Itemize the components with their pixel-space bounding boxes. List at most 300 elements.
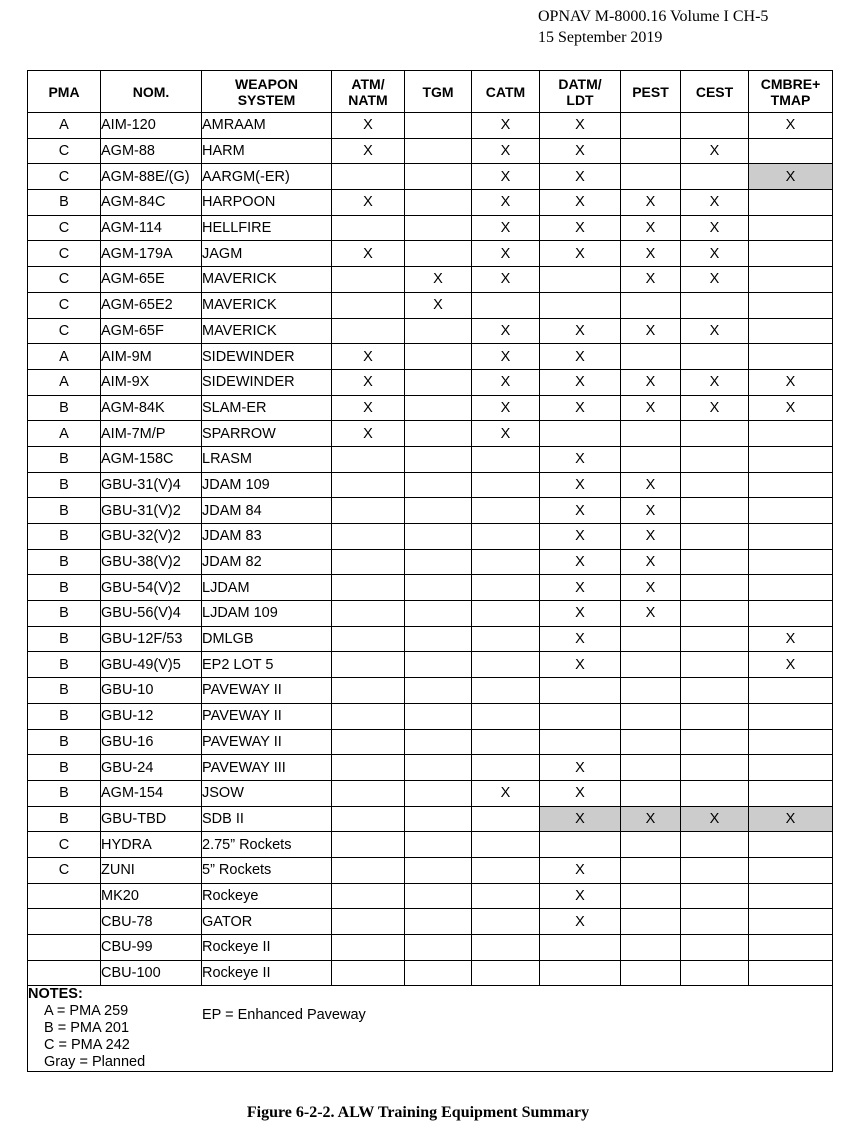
cell-atm-natm-mark bbox=[332, 780, 405, 806]
document-id: OPNAV M-8000.16 Volume I CH-5 bbox=[538, 8, 769, 25]
column-header-catm: CATM bbox=[472, 71, 540, 113]
cell-datm-ldt-mark: X bbox=[540, 883, 621, 909]
cell-pma bbox=[28, 883, 101, 909]
cell-cmbre-tmap-mark bbox=[749, 960, 833, 986]
cell-weapon-system: AARGM(-ER) bbox=[202, 164, 332, 190]
cell-weapon-system: AMRAAM bbox=[202, 113, 332, 139]
cell-pma: B bbox=[28, 626, 101, 652]
cell-tgm-mark bbox=[405, 703, 472, 729]
cell-catm-mark bbox=[472, 292, 540, 318]
cell-tgm-mark: X bbox=[405, 292, 472, 318]
cell-cmbre-tmap-mark bbox=[749, 575, 833, 601]
cell-pest-mark bbox=[621, 780, 681, 806]
cell-atm-natm-mark bbox=[332, 678, 405, 704]
cell-tgm-mark bbox=[405, 549, 472, 575]
cell-atm-natm-mark bbox=[332, 703, 405, 729]
cell-cmbre-tmap-mark: X bbox=[749, 164, 833, 190]
cell-nomenclature: AGM-154 bbox=[101, 780, 202, 806]
cell-cmbre-tmap-mark bbox=[749, 318, 833, 344]
cell-pest-mark: X bbox=[621, 498, 681, 524]
cell-cest-mark: X bbox=[681, 138, 749, 164]
cell-tgm-mark bbox=[405, 601, 472, 627]
cell-tgm-mark bbox=[405, 113, 472, 139]
cell-catm-mark: X bbox=[472, 113, 540, 139]
cell-tgm-mark bbox=[405, 652, 472, 678]
figure-caption: Figure 6-2-2. ALW Training Equipment Summary bbox=[246, 1104, 590, 1121]
pma-legend bbox=[28, 1003, 832, 1071]
cell-cest-mark bbox=[681, 909, 749, 935]
cell-atm-natm-mark bbox=[332, 729, 405, 755]
cell-pma: B bbox=[28, 780, 101, 806]
cell-pma: C bbox=[28, 138, 101, 164]
cell-cest-mark bbox=[681, 678, 749, 704]
cell-pma: C bbox=[28, 215, 101, 241]
cell-cest-mark: X bbox=[681, 318, 749, 344]
cell-datm-ldt-mark bbox=[540, 703, 621, 729]
cell-tgm-mark: X bbox=[405, 267, 472, 293]
cell-tgm-mark bbox=[405, 857, 472, 883]
cell-nomenclature: AIM-120 bbox=[101, 113, 202, 139]
cell-tgm-mark bbox=[405, 575, 472, 601]
table-row bbox=[28, 138, 833, 164]
cell-atm-natm-mark bbox=[332, 960, 405, 986]
cell-weapon-system: SPARROW bbox=[202, 421, 332, 447]
cell-cmbre-tmap-mark bbox=[749, 909, 833, 935]
cell-tgm-mark bbox=[405, 883, 472, 909]
cell-atm-natm-mark: X bbox=[332, 241, 405, 267]
cell-catm-mark: X bbox=[472, 780, 540, 806]
cell-pma: A bbox=[28, 369, 101, 395]
column-header-nom: NOM. bbox=[101, 71, 202, 113]
cell-atm-natm-mark bbox=[332, 446, 405, 472]
cell-atm-natm-mark bbox=[332, 755, 405, 781]
cell-atm-natm-mark: X bbox=[332, 190, 405, 216]
cell-pest-mark: X bbox=[621, 575, 681, 601]
cell-catm-mark bbox=[472, 575, 540, 601]
notes-cell bbox=[28, 986, 833, 1072]
cell-cmbre-tmap-mark bbox=[749, 678, 833, 704]
cell-tgm-mark bbox=[405, 832, 472, 858]
cell-pma: C bbox=[28, 857, 101, 883]
cell-pma: B bbox=[28, 755, 101, 781]
cell-atm-natm-mark bbox=[332, 909, 405, 935]
cell-cest-mark bbox=[681, 626, 749, 652]
cell-catm-mark bbox=[472, 549, 540, 575]
cell-pest-mark bbox=[621, 755, 681, 781]
table-row bbox=[28, 703, 833, 729]
cell-atm-natm-mark bbox=[332, 935, 405, 961]
cell-tgm-mark bbox=[405, 190, 472, 216]
table-row bbox=[28, 909, 833, 935]
cell-nomenclature: HYDRA bbox=[101, 832, 202, 858]
cell-nomenclature: GBU-12F/53 bbox=[101, 626, 202, 652]
table-row bbox=[28, 549, 833, 575]
cell-tgm-mark bbox=[405, 935, 472, 961]
cell-tgm-mark bbox=[405, 780, 472, 806]
cell-nomenclature: GBU-54(V)2 bbox=[101, 575, 202, 601]
cell-weapon-system: GATOR bbox=[202, 909, 332, 935]
cell-nomenclature: CBU-100 bbox=[101, 960, 202, 986]
table-row bbox=[28, 190, 833, 216]
cell-cest-mark bbox=[681, 292, 749, 318]
cell-cmbre-tmap-mark bbox=[749, 755, 833, 781]
cell-datm-ldt-mark: X bbox=[540, 652, 621, 678]
cell-nomenclature: AGM-179A bbox=[101, 241, 202, 267]
cell-weapon-system: JDAM 109 bbox=[202, 472, 332, 498]
cell-nomenclature: MK20 bbox=[101, 883, 202, 909]
cell-cest-mark bbox=[681, 446, 749, 472]
table-row bbox=[28, 164, 833, 190]
column-header-datm-ldt: DATM/ LDT bbox=[540, 71, 621, 113]
cell-weapon-system: SIDEWINDER bbox=[202, 369, 332, 395]
cell-weapon-system: HARPOON bbox=[202, 190, 332, 216]
cell-nomenclature: AIM-7M/P bbox=[101, 421, 202, 447]
column-header-cest: CEST bbox=[681, 71, 749, 113]
cell-cmbre-tmap-mark bbox=[749, 421, 833, 447]
column-header-weapon-system: WEAPON SYSTEM bbox=[202, 71, 332, 113]
cell-datm-ldt-mark: X bbox=[540, 575, 621, 601]
cell-datm-ldt-mark: X bbox=[540, 113, 621, 139]
cell-pest-mark: X bbox=[621, 549, 681, 575]
cell-atm-natm-mark bbox=[332, 164, 405, 190]
cell-tgm-mark bbox=[405, 164, 472, 190]
cell-weapon-system: 2.75” Rockets bbox=[202, 832, 332, 858]
cell-nomenclature: GBU-12 bbox=[101, 703, 202, 729]
cell-cest-mark: X bbox=[681, 267, 749, 293]
cell-pest-mark bbox=[621, 626, 681, 652]
cell-datm-ldt-mark bbox=[540, 292, 621, 318]
cell-nomenclature: CBU-78 bbox=[101, 909, 202, 935]
cell-cest-mark bbox=[681, 703, 749, 729]
cell-datm-ldt-mark: X bbox=[540, 909, 621, 935]
table-row bbox=[28, 472, 833, 498]
cell-weapon-system: LJDAM 109 bbox=[202, 601, 332, 627]
cell-pest-mark: X bbox=[621, 241, 681, 267]
cell-datm-ldt-mark bbox=[540, 267, 621, 293]
cell-weapon-system: MAVERICK bbox=[202, 318, 332, 344]
cell-weapon-system: PAVEWAY III bbox=[202, 755, 332, 781]
cell-pma: B bbox=[28, 729, 101, 755]
cell-nomenclature: AGM-88E/(G) bbox=[101, 164, 202, 190]
cell-nomenclature: GBU-10 bbox=[101, 678, 202, 704]
cell-weapon-system: MAVERICK bbox=[202, 292, 332, 318]
cell-cest-mark bbox=[681, 883, 749, 909]
table-row bbox=[28, 446, 833, 472]
cell-pest-mark: X bbox=[621, 369, 681, 395]
cell-catm-mark bbox=[472, 729, 540, 755]
table-row bbox=[28, 857, 833, 883]
cell-pma: B bbox=[28, 678, 101, 704]
cell-pest-mark bbox=[621, 909, 681, 935]
cell-cmbre-tmap-mark bbox=[749, 729, 833, 755]
cell-nomenclature: GBU-16 bbox=[101, 729, 202, 755]
cell-weapon-system: JAGM bbox=[202, 241, 332, 267]
cell-cest-mark bbox=[681, 524, 749, 550]
cell-pest-mark bbox=[621, 138, 681, 164]
cell-nomenclature: GBU-32(V)2 bbox=[101, 524, 202, 550]
cell-cest-mark: X bbox=[681, 806, 749, 832]
cell-weapon-system: HELLFIRE bbox=[202, 215, 332, 241]
cell-pma: B bbox=[28, 703, 101, 729]
cell-datm-ldt-mark bbox=[540, 729, 621, 755]
cell-catm-mark bbox=[472, 601, 540, 627]
table-row bbox=[28, 292, 833, 318]
cell-nomenclature: AGM-114 bbox=[101, 215, 202, 241]
cell-nomenclature: GBU-TBD bbox=[101, 806, 202, 832]
cell-catm-mark bbox=[472, 883, 540, 909]
cell-datm-ldt-mark: X bbox=[540, 215, 621, 241]
cell-catm-mark: X bbox=[472, 421, 540, 447]
cell-pma: C bbox=[28, 267, 101, 293]
cell-weapon-system: PAVEWAY II bbox=[202, 729, 332, 755]
cell-pest-mark bbox=[621, 292, 681, 318]
column-header-cmbre-tmap: CMBRE+ TMAP bbox=[749, 71, 833, 113]
cell-pma: B bbox=[28, 652, 101, 678]
table-row bbox=[28, 575, 833, 601]
table-row bbox=[28, 421, 833, 447]
cell-weapon-system: Rockeye II bbox=[202, 960, 332, 986]
cell-pma: B bbox=[28, 190, 101, 216]
cell-atm-natm-mark bbox=[332, 575, 405, 601]
cell-nomenclature: GBU-31(V)4 bbox=[101, 472, 202, 498]
cell-atm-natm-mark bbox=[332, 883, 405, 909]
cell-atm-natm-mark bbox=[332, 832, 405, 858]
cell-cest-mark bbox=[681, 575, 749, 601]
cell-pma: B bbox=[28, 498, 101, 524]
cell-atm-natm-mark bbox=[332, 472, 405, 498]
cell-datm-ldt-mark: X bbox=[540, 524, 621, 550]
cell-nomenclature: GBU-38(V)2 bbox=[101, 549, 202, 575]
legend-item-c: C = PMA 242 bbox=[44, 1037, 130, 1054]
cell-atm-natm-mark bbox=[332, 498, 405, 524]
cell-atm-natm-mark bbox=[332, 626, 405, 652]
cell-tgm-mark bbox=[405, 215, 472, 241]
cell-weapon-system: PAVEWAY II bbox=[202, 678, 332, 704]
table-row bbox=[28, 806, 833, 832]
cell-tgm-mark bbox=[405, 241, 472, 267]
cell-atm-natm-mark: X bbox=[332, 369, 405, 395]
cell-catm-mark bbox=[472, 935, 540, 961]
table-row bbox=[28, 498, 833, 524]
table-row bbox=[28, 729, 833, 755]
cell-atm-natm-mark: X bbox=[332, 421, 405, 447]
cell-catm-mark bbox=[472, 806, 540, 832]
cell-catm-mark: X bbox=[472, 215, 540, 241]
table-row bbox=[28, 344, 833, 370]
cell-nomenclature: AGM-158C bbox=[101, 446, 202, 472]
cell-datm-ldt-mark: X bbox=[540, 190, 621, 216]
cell-nomenclature: AGM-84K bbox=[101, 395, 202, 421]
cell-weapon-system: PAVEWAY II bbox=[202, 703, 332, 729]
cell-weapon-system: HARM bbox=[202, 138, 332, 164]
cell-weapon-system: DMLGB bbox=[202, 626, 332, 652]
cell-catm-mark bbox=[472, 755, 540, 781]
table-row bbox=[28, 883, 833, 909]
table-row bbox=[28, 832, 833, 858]
notes-row bbox=[28, 986, 833, 1072]
cell-datm-ldt-mark bbox=[540, 960, 621, 986]
column-header-pma: PMA bbox=[28, 71, 101, 113]
cell-tgm-mark bbox=[405, 472, 472, 498]
table-row bbox=[28, 267, 833, 293]
cell-cmbre-tmap-mark bbox=[749, 935, 833, 961]
cell-catm-mark bbox=[472, 446, 540, 472]
cell-cmbre-tmap-mark bbox=[749, 498, 833, 524]
document-header bbox=[538, 6, 768, 48]
table-row bbox=[28, 626, 833, 652]
cell-cmbre-tmap-mark: X bbox=[749, 395, 833, 421]
cell-datm-ldt-mark: X bbox=[540, 318, 621, 344]
cell-tgm-mark bbox=[405, 446, 472, 472]
cell-pma: B bbox=[28, 446, 101, 472]
cell-catm-mark bbox=[472, 960, 540, 986]
cell-catm-mark: X bbox=[472, 190, 540, 216]
cell-pest-mark bbox=[621, 678, 681, 704]
cell-catm-mark: X bbox=[472, 369, 540, 395]
cell-pest-mark: X bbox=[621, 215, 681, 241]
cell-pma: B bbox=[28, 549, 101, 575]
cell-datm-ldt-mark: X bbox=[540, 395, 621, 421]
cell-cest-mark: X bbox=[681, 215, 749, 241]
cell-cest-mark bbox=[681, 780, 749, 806]
table-row bbox=[28, 960, 833, 986]
cell-weapon-system: JDAM 84 bbox=[202, 498, 332, 524]
cell-atm-natm-mark: X bbox=[332, 395, 405, 421]
cell-datm-ldt-mark: X bbox=[540, 601, 621, 627]
cell-cmbre-tmap-mark bbox=[749, 446, 833, 472]
legend-item-gray: Gray = Planned bbox=[44, 1054, 146, 1071]
cell-datm-ldt-mark: X bbox=[540, 549, 621, 575]
cell-datm-ldt-mark: X bbox=[540, 755, 621, 781]
cell-nomenclature: CBU-99 bbox=[101, 935, 202, 961]
cell-atm-natm-mark: X bbox=[332, 113, 405, 139]
training-equipment-table bbox=[27, 70, 833, 1072]
cell-cest-mark bbox=[681, 498, 749, 524]
cell-pest-mark bbox=[621, 729, 681, 755]
cell-pest-mark bbox=[621, 857, 681, 883]
cell-tgm-mark bbox=[405, 909, 472, 935]
cell-cest-mark bbox=[681, 755, 749, 781]
cell-pest-mark: X bbox=[621, 524, 681, 550]
cell-cest-mark bbox=[681, 832, 749, 858]
cell-pma: B bbox=[28, 472, 101, 498]
cell-catm-mark: X bbox=[472, 241, 540, 267]
cell-catm-mark bbox=[472, 703, 540, 729]
cell-cest-mark: X bbox=[681, 395, 749, 421]
cell-tgm-mark bbox=[405, 626, 472, 652]
cell-nomenclature: AGM-65F bbox=[101, 318, 202, 344]
cell-pma: C bbox=[28, 292, 101, 318]
cell-pest-mark bbox=[621, 421, 681, 447]
cell-cmbre-tmap-mark bbox=[749, 524, 833, 550]
cell-datm-ldt-mark: X bbox=[540, 344, 621, 370]
cell-cest-mark bbox=[681, 549, 749, 575]
cell-pest-mark: X bbox=[621, 601, 681, 627]
table-row bbox=[28, 935, 833, 961]
cell-cest-mark bbox=[681, 960, 749, 986]
cell-catm-mark: X bbox=[472, 138, 540, 164]
table-body bbox=[28, 113, 833, 986]
cell-cmbre-tmap-mark bbox=[749, 215, 833, 241]
cell-pma: B bbox=[28, 575, 101, 601]
cell-cest-mark: X bbox=[681, 241, 749, 267]
cell-cest-mark bbox=[681, 344, 749, 370]
table-header-row bbox=[28, 71, 833, 113]
cell-pest-mark: X bbox=[621, 472, 681, 498]
cell-datm-ldt-mark: X bbox=[540, 626, 621, 652]
legend-item-a: A = PMA 259 bbox=[44, 1003, 129, 1020]
table-row bbox=[28, 369, 833, 395]
legend-item-b: B = PMA 201 bbox=[44, 1020, 130, 1037]
cell-weapon-system: SDB II bbox=[202, 806, 332, 832]
cell-cest-mark bbox=[681, 113, 749, 139]
cell-pma: B bbox=[28, 395, 101, 421]
cell-pest-mark bbox=[621, 446, 681, 472]
cell-pma: C bbox=[28, 318, 101, 344]
cell-datm-ldt-mark bbox=[540, 678, 621, 704]
cell-tgm-mark bbox=[405, 395, 472, 421]
table-row bbox=[28, 652, 833, 678]
cell-tgm-mark bbox=[405, 498, 472, 524]
cell-pest-mark: X bbox=[621, 395, 681, 421]
cell-pma: C bbox=[28, 832, 101, 858]
table-row bbox=[28, 601, 833, 627]
cell-atm-natm-mark bbox=[332, 652, 405, 678]
cell-cmbre-tmap-mark: X bbox=[749, 369, 833, 395]
cell-catm-mark bbox=[472, 472, 540, 498]
cell-pest-mark bbox=[621, 935, 681, 961]
table-row bbox=[28, 524, 833, 550]
table-row bbox=[28, 241, 833, 267]
cell-cmbre-tmap-mark bbox=[749, 241, 833, 267]
cell-tgm-mark bbox=[405, 729, 472, 755]
cell-atm-natm-mark bbox=[332, 267, 405, 293]
cell-datm-ldt-mark: X bbox=[540, 138, 621, 164]
cell-cmbre-tmap-mark bbox=[749, 832, 833, 858]
cell-pma: B bbox=[28, 524, 101, 550]
table-row bbox=[28, 780, 833, 806]
cell-cmbre-tmap-mark bbox=[749, 883, 833, 909]
cell-pest-mark: X bbox=[621, 190, 681, 216]
table-row bbox=[28, 215, 833, 241]
cell-pest-mark: X bbox=[621, 806, 681, 832]
cell-pma: A bbox=[28, 113, 101, 139]
cell-nomenclature: AGM-65E2 bbox=[101, 292, 202, 318]
cell-atm-natm-mark bbox=[332, 601, 405, 627]
cell-weapon-system: JSOW bbox=[202, 780, 332, 806]
cell-pest-mark bbox=[621, 883, 681, 909]
cell-catm-mark bbox=[472, 832, 540, 858]
cell-cmbre-tmap-mark bbox=[749, 601, 833, 627]
cell-nomenclature: AIM-9X bbox=[101, 369, 202, 395]
cell-pest-mark bbox=[621, 164, 681, 190]
cell-datm-ldt-mark: X bbox=[540, 446, 621, 472]
cell-cmbre-tmap-mark bbox=[749, 472, 833, 498]
cell-weapon-system: JDAM 83 bbox=[202, 524, 332, 550]
cell-datm-ldt-mark: X bbox=[540, 472, 621, 498]
cell-pma: A bbox=[28, 421, 101, 447]
cell-weapon-system: SLAM-ER bbox=[202, 395, 332, 421]
cell-catm-mark: X bbox=[472, 318, 540, 344]
cell-atm-natm-mark bbox=[332, 857, 405, 883]
table-row bbox=[28, 678, 833, 704]
cell-catm-mark: X bbox=[472, 395, 540, 421]
cell-cest-mark bbox=[681, 472, 749, 498]
cell-pest-mark bbox=[621, 703, 681, 729]
cell-catm-mark bbox=[472, 626, 540, 652]
cell-tgm-mark bbox=[405, 755, 472, 781]
ep-abbreviation-note: EP = Enhanced Paveway bbox=[202, 1007, 366, 1024]
